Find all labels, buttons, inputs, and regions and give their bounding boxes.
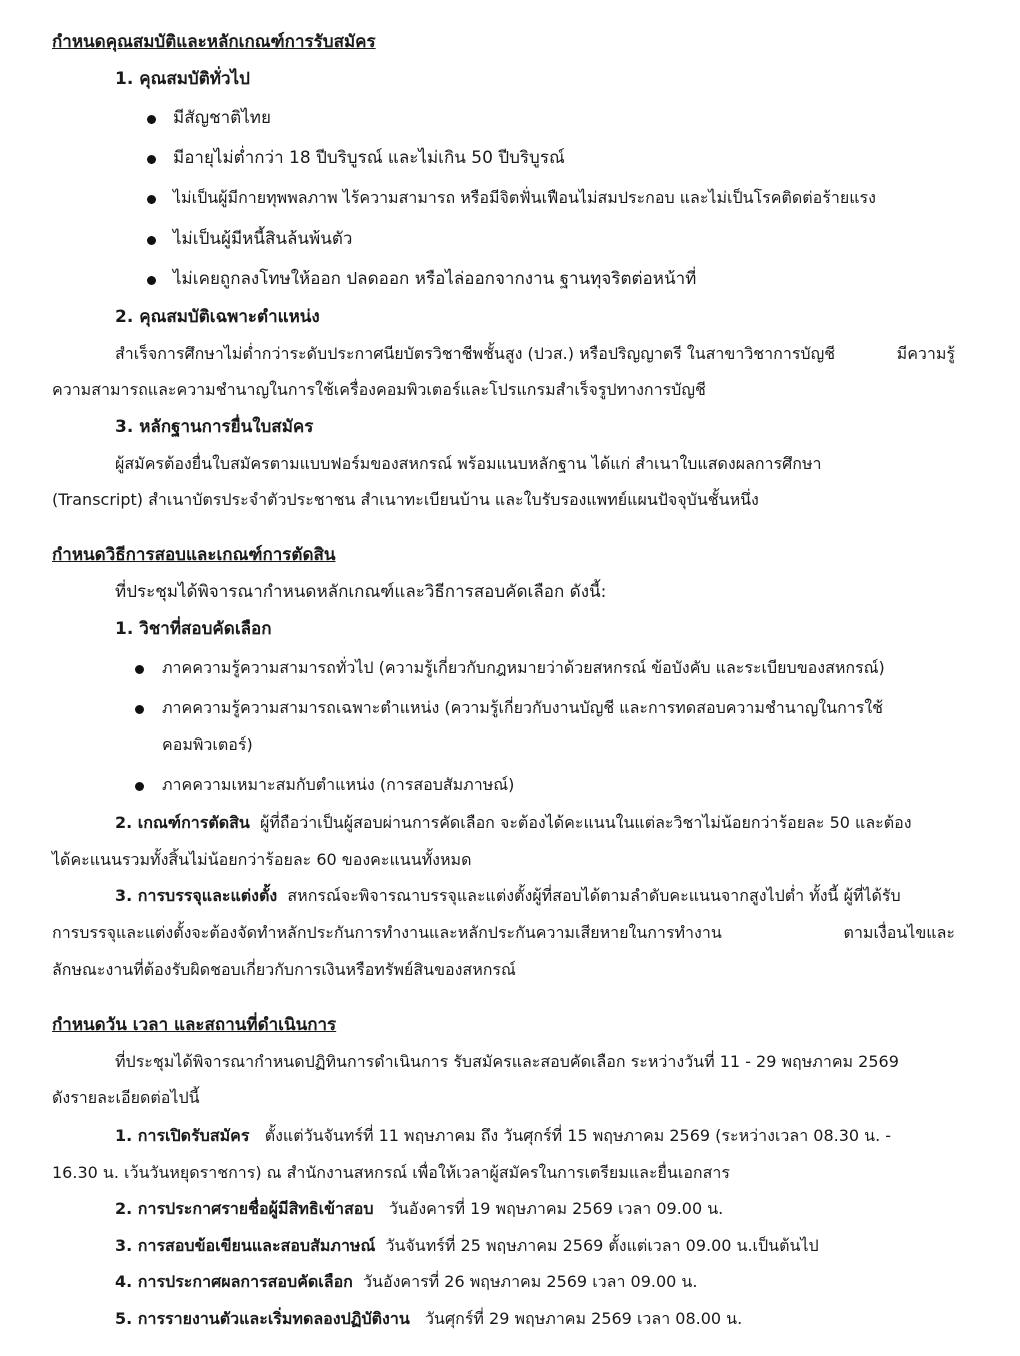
schedule-item-label: 4. การประกาศผลการสอบคัดเลือก [115, 1272, 353, 1291]
schedule-item [115, 1124, 891, 1148]
schedule-item-text: 16.30 น. เว้นวันหยุดราชการ) ณ สำนักงานสหกรณ์ เพื่อให้เวลาผู้สมัครในการเตรียมและยื่นเอกสาร [52, 1163, 730, 1182]
bullet-text: มีสัญชาติไทย [173, 108, 271, 128]
paragraph-text: ตามเงื่อนไขและ [843, 923, 955, 942]
bullet-dot [147, 236, 156, 245]
schedule-item-label: 5. การรายงานตัวและเริ่มทดลองปฏิบัติงาน [115, 1309, 410, 1328]
section-heading-qualifications: กำหนดคุณสมบัติและหลักเกณฑ์การรับสมัคร [52, 32, 376, 52]
bullet-text: ไม่เป็นผู้มีหนี้สินล้นพ้นตัว [173, 229, 353, 249]
schedule-item-text: วันจันทร์ที่ 25 พฤษภาคม 2569 ตั้งแต่เวลา 09.00 น.เป็นต้นไป [385, 1236, 819, 1255]
paragraph-text: การบรรจุและแต่งตั้งจะต้องจัดทำหลักประกันการทำงานและหลักประกันความเสียหายในการทำงาน [52, 923, 722, 942]
paragraph-line: ความสามารถและความชำนาญในการใช้เครื่องคอมพิวเตอร์และโปรแกรมสำเร็จรูปทางการบัญชี [52, 380, 706, 399]
subsection-title-specific: 2. คุณสมบัติเฉพาะตำแหน่ง [115, 307, 320, 327]
schedule-item-text: ตั้งแต่วันจันทร์ที่ 11 พฤษภาคม ถึง วันศุกร์ที่ 15 พฤษภาคม 2569 (ระหว่างเวลา 08.30 น. - [264, 1126, 892, 1145]
bullet-dot [135, 782, 144, 791]
paragraph-line: ที่ประชุมได้พิจารณากำหนดหลักเกณฑ์และวิธีการสอบคัดเลือก ดังนี้: [115, 582, 607, 602]
paragraph-line: (Transcript) สำเนาบัตรประจำตัวประชาชน สำเนาทะเบียนบ้าน และใบรับรองแพทย์แผนปัจจุบันชั้นหนึ่ง [52, 490, 759, 509]
subsection-title-documents: 3. หลักฐานการยื่นใบสมัคร [115, 417, 314, 437]
bullet-text: คอมพิวเตอร์) [162, 735, 253, 754]
bullet-text: ภาคความรู้ความสามารถเฉพาะตำแหน่ง (ความรู้เกี่ยวกับงานบัญชี และการทดสอบความชำนาญในการใช้ [162, 698, 884, 717]
bullet-dot [147, 195, 156, 204]
paragraph-line: ผู้สมัครต้องยื่นใบสมัครตามแบบฟอร์มของสหกรณ์ พร้อมแนบหลักฐาน ได้แก่ สำเนาใบแสดงผลการศึกษา [115, 454, 822, 473]
paragraph-line: ที่ประชุมได้พิจารณากำหนดปฏิทินการดำเนินการ รับสมัครและสอบคัดเลือก ระหว่างวันที่ 11 - 29 พฤษภาคม 2569 [115, 1052, 899, 1071]
bullet-dot [135, 705, 144, 714]
bullet-text: มีอายุไม่ต่ำกว่า 18 ปีบริบูรณ์ และไม่เกิน 50 ปีบริบูรณ์ [173, 148, 565, 168]
bullet-dot [147, 276, 156, 285]
criteria-label: 2. เกณฑ์การตัดสิน [115, 813, 250, 832]
paragraph-line [115, 342, 955, 366]
paragraph-line [115, 884, 901, 908]
schedule-item-label: 1. การเปิดรับสมัคร [115, 1126, 250, 1145]
section-heading-schedule: กำหนดวัน เวลา และสถานที่ดำเนินการ [52, 1015, 337, 1035]
paragraph-text: สำเร็จการศึกษาไม่ต่ำกว่าระดับประกาศนียบัตรวิชาชีพชั้นสูง (ปวส.) หรือปริญญาตรี ในสาขาวิชาการบัญชี [115, 344, 836, 363]
bullet-text: ไม่เป็นผู้มีกายทุพพลภาพ ไร้ความสามารถ หรือมีจิตฟั่นเฟือนไม่สมประกอบ และไม่เป็นโรคติดต่อร้ายแรง [173, 188, 876, 207]
schedule-item [115, 1307, 742, 1331]
paragraph-text: สหกรณ์จะพิจารณาบรรจุและแต่งตั้งผู้ที่สอบได้ตามลำดับคะแนนจากสูงไปต่ำ ทั้งนี้ ผู้ที่ได้รับ [287, 886, 901, 905]
subsection-title-subjects: 1. วิชาที่สอบคัดเลือก [115, 619, 272, 639]
paragraph-line: ดังรายละเอียดต่อไปนี้ [52, 1088, 200, 1107]
subsection-title-general: 1. คุณสมบัติทั่วไป [115, 69, 250, 89]
bullet-dot [147, 155, 156, 164]
schedule-item [115, 1270, 697, 1294]
schedule-item-label: 3. การสอบข้อเขียนและสอบสัมภาษณ์ [115, 1236, 376, 1255]
bullet-text: ภาคความเหมาะสมกับตำแหน่ง (การสอบสัมภาษณ์) [162, 775, 515, 794]
paragraph-line [115, 811, 912, 835]
schedule-item [115, 1234, 819, 1258]
schedule-item-label: 2. การประกาศรายชื่อผู้มีสิทธิเข้าสอบ [115, 1199, 374, 1218]
appointment-label: 3. การบรรจุและแต่งตั้ง [115, 886, 278, 905]
bullet-text: ภาคความรู้ความสามารถทั่วไป (ความรู้เกี่ยวกับกฎหมายว่าด้วยสหกรณ์ ข้อบังคับ และระเบียบของสหกรณ์) [162, 658, 885, 677]
paragraph-line [52, 921, 955, 945]
paragraph-line: ลักษณะงานที่ต้องรับผิดชอบเกี่ยวกับการเงินหรือทรัพย์สินของสหกรณ์ [52, 960, 516, 979]
bullet-text: ไม่เคยถูกลงโทษให้ออก ปลดออก หรือไล่ออกจากงาน ฐานทุจริตต่อหน้าที่ [173, 269, 697, 289]
section-heading-exam-method: กำหนดวิธีการสอบและเกณฑ์การตัดสิน [52, 545, 336, 565]
bullet-dot [135, 665, 144, 674]
schedule-item-text: วันศุกร์ที่ 29 พฤษภาคม 2569 เวลา 08.00 น. [425, 1309, 743, 1328]
schedule-item [115, 1197, 723, 1221]
paragraph-text: ผู้ที่ถือว่าเป็นผู้สอบผ่านการคัดเลือก จะต้องได้คะแนนในแต่ละวิชาไม่น้อยกว่าร้อยละ 50 และต้อง [259, 813, 912, 832]
bullet-dot [147, 115, 156, 124]
paragraph-text: มีความรู้ [896, 344, 955, 363]
paragraph-line: ได้คะแนนรวมทั้งสิ้นไม่น้อยกว่าร้อยละ 60 ของคะแนนทั้งหมด [52, 850, 472, 869]
schedule-item-text: วันอังคารที่ 26 พฤษภาคม 2569 เวลา 09.00 น. [363, 1272, 698, 1291]
schedule-item-text: วันอังคารที่ 19 พฤษภาคม 2569 เวลา 09.00 น. [388, 1199, 724, 1218]
